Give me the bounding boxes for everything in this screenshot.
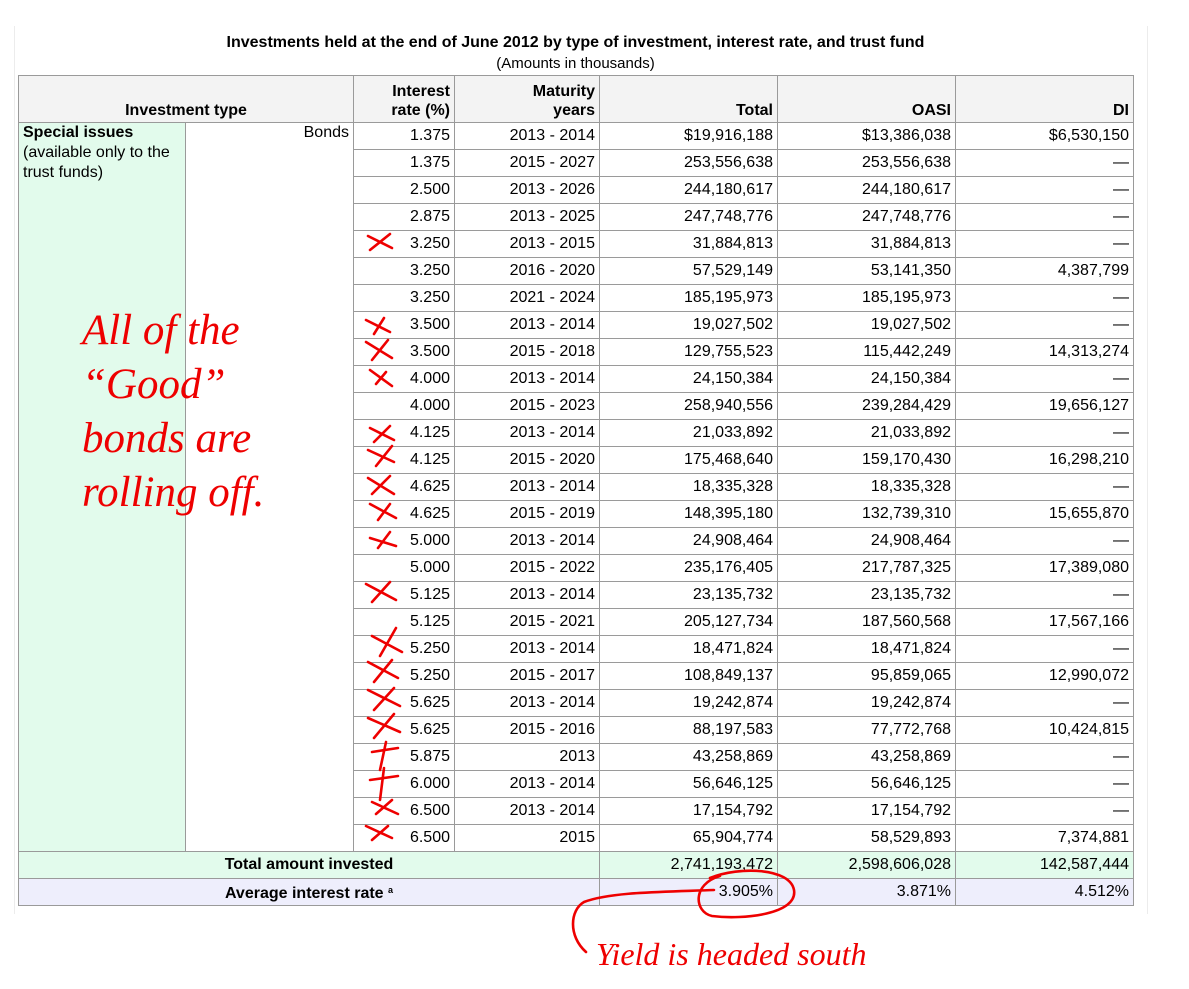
total-cell: 43,258,869 <box>600 744 778 771</box>
di-cell: 4,387,799 <box>956 258 1134 285</box>
maturity-cell: 2015 - 2018 <box>455 339 600 366</box>
maturity-cell: 2013 - 2014 <box>455 636 600 663</box>
interest-rate-cell: 6.500 <box>354 798 455 825</box>
average-total: 3.905% <box>600 879 778 906</box>
maturity-cell: 2015 - 2022 <box>455 555 600 582</box>
header-interest-rate-line2: rate (%) <box>391 102 450 119</box>
maturity-cell: 2013 - 2014 <box>455 798 600 825</box>
di-cell: — <box>956 285 1134 312</box>
maturity-cell: 2013 - 2015 <box>455 231 600 258</box>
di-cell: — <box>956 528 1134 555</box>
interest-rate-cell: 3.250 <box>354 285 455 312</box>
total-cell: 129,755,523 <box>600 339 778 366</box>
table-title: Investments held at the end of June 2012 by type of investment, interest rate, and trust fund <box>226 34 925 51</box>
maturity-cell: 2021 - 2024 <box>455 285 600 312</box>
interest-rate-cell: 4.000 <box>354 366 455 393</box>
maturity-cell: 2013 - 2014 <box>455 366 600 393</box>
total-cell: 18,471,824 <box>600 636 778 663</box>
total-di: 142,587,444 <box>956 852 1134 879</box>
interest-rate-cell: 2.500 <box>354 177 455 204</box>
di-cell: — <box>956 366 1134 393</box>
good-bonds-line: rolling off. <box>82 469 265 516</box>
maturity-cell: 2015 - 2027 <box>455 150 600 177</box>
interest-rate-cell: 3.500 <box>354 339 455 366</box>
total-cell: 19,027,502 <box>600 312 778 339</box>
interest-rate-cell: 4.000 <box>354 393 455 420</box>
total-cell: 185,195,973 <box>600 285 778 312</box>
interest-rate-cell: 5.000 <box>354 555 455 582</box>
oasi-cell: 244,180,617 <box>778 177 956 204</box>
maturity-cell: 2013 - 2014 <box>455 528 600 555</box>
total-cell: 17,154,792 <box>600 798 778 825</box>
total-cell: 57,529,149 <box>600 258 778 285</box>
total-cell: 235,176,405 <box>600 555 778 582</box>
oasi-cell: 53,141,350 <box>778 258 956 285</box>
maturity-cell: 2015 - 2023 <box>455 393 600 420</box>
header-oasi: OASI <box>778 76 956 123</box>
maturity-cell: 2013 - 2026 <box>455 177 600 204</box>
interest-rate-cell: 4.125 <box>354 447 455 474</box>
interest-rate-cell: 5.875 <box>354 744 455 771</box>
interest-rate-cell: 5.625 <box>354 690 455 717</box>
header-maturity-line2: years <box>553 102 595 119</box>
oasi-cell: 77,772,768 <box>778 717 956 744</box>
interest-rate-cell: 6.000 <box>354 771 455 798</box>
oasi-cell: $13,386,038 <box>778 123 956 150</box>
total-cell: 23,135,732 <box>600 582 778 609</box>
header-interest-rate-line1: Interest <box>392 83 450 100</box>
oasi-cell: 185,195,973 <box>778 285 956 312</box>
oasi-cell: 31,884,813 <box>778 231 956 258</box>
oasi-cell: 21,033,892 <box>778 420 956 447</box>
total-cell: 56,646,125 <box>600 771 778 798</box>
good-bonds-line: All of the <box>82 307 240 354</box>
maturity-cell: 2015 - 2019 <box>455 501 600 528</box>
maturity-cell: 2015 - 2020 <box>455 447 600 474</box>
total-cell: $19,916,188 <box>600 123 778 150</box>
interest-rate-cell: 5.625 <box>354 717 455 744</box>
oasi-cell: 132,739,310 <box>778 501 956 528</box>
maturity-cell: 2013 - 2014 <box>455 582 600 609</box>
maturity-cell: 2013 <box>455 744 600 771</box>
interest-rate-cell: 5.000 <box>354 528 455 555</box>
oasi-cell: 253,556,638 <box>778 150 956 177</box>
di-cell: 12,990,072 <box>956 663 1134 690</box>
average-label-cell <box>19 879 600 906</box>
total-cell: 24,150,384 <box>600 366 778 393</box>
total-cell: 205,127,734 <box>600 609 778 636</box>
interest-rate-cell: 2.875 <box>354 204 455 231</box>
maturity-cell: 2013 - 2025 <box>455 204 600 231</box>
di-cell: 17,567,166 <box>956 609 1134 636</box>
interest-rate-cell: 5.125 <box>354 609 455 636</box>
good-bonds-line: “Good” <box>82 361 226 408</box>
interest-rate-cell: 5.250 <box>354 636 455 663</box>
header-interest-rate <box>354 76 455 123</box>
di-cell: — <box>956 474 1134 501</box>
di-cell: — <box>956 744 1134 771</box>
interest-rate-cell: 4.625 <box>354 474 455 501</box>
maturity-cell: 2016 - 2020 <box>455 258 600 285</box>
maturity-cell: 2013 - 2014 <box>455 690 600 717</box>
header-maturity <box>455 76 600 123</box>
special-issues-label: Special issues <box>23 124 134 141</box>
oasi-cell: 24,908,464 <box>778 528 956 555</box>
average-row <box>19 879 1134 906</box>
total-cell: 175,468,640 <box>600 447 778 474</box>
interest-rate-cell: 1.375 <box>354 123 455 150</box>
oasi-cell: 247,748,776 <box>778 204 956 231</box>
average-label: Average interest rate <box>224 885 384 902</box>
yield-annotation: Yield is headed south <box>596 936 867 972</box>
oasi-cell: 239,284,429 <box>778 393 956 420</box>
interest-rate-cell: 4.125 <box>354 420 455 447</box>
oasi-cell: 24,150,384 <box>778 366 956 393</box>
di-cell: 7,374,881 <box>956 825 1134 852</box>
oasi-cell: 19,242,874 <box>778 690 956 717</box>
total-cell: 253,556,638 <box>600 150 778 177</box>
table-row <box>19 123 1134 150</box>
total-cell: 88,197,583 <box>600 717 778 744</box>
di-cell: 14,313,274 <box>956 339 1134 366</box>
maturity-cell: 2013 - 2014 <box>455 474 600 501</box>
di-cell: — <box>956 690 1134 717</box>
table-subtitle: (Amounts in thousands) <box>496 55 655 72</box>
di-cell: 19,656,127 <box>956 393 1134 420</box>
interest-rate-cell: 3.250 <box>354 231 455 258</box>
average-footnote: a <box>388 885 394 895</box>
interest-rate-cell: 5.250 <box>354 663 455 690</box>
average-di: 4.512% <box>956 879 1134 906</box>
maturity-cell: 2013 - 2014 <box>455 123 600 150</box>
total-cell: 247,748,776 <box>600 204 778 231</box>
header-row <box>19 76 1134 123</box>
total-cell: 258,940,556 <box>600 393 778 420</box>
maturity-cell: 2015 - 2016 <box>455 717 600 744</box>
total-cell: 24,908,464 <box>600 528 778 555</box>
di-cell: 10,424,815 <box>956 717 1134 744</box>
oasi-cell: 187,560,568 <box>778 609 956 636</box>
interest-rate-cell: 3.500 <box>354 312 455 339</box>
oasi-cell: 23,135,732 <box>778 582 956 609</box>
maturity-cell: 2015 <box>455 825 600 852</box>
di-cell: 15,655,870 <box>956 501 1134 528</box>
total-row <box>19 852 1134 879</box>
total-label: Total amount invested <box>19 852 600 879</box>
di-cell: — <box>956 312 1134 339</box>
di-cell: — <box>956 798 1134 825</box>
good-bonds-line: bonds are <box>82 415 252 462</box>
di-cell: — <box>956 177 1134 204</box>
header-maturity-line1: Maturity <box>532 83 595 100</box>
special-issues-note: (available only to the trust funds) <box>23 144 170 181</box>
oasi-cell: 18,471,824 <box>778 636 956 663</box>
maturity-cell: 2013 - 2014 <box>455 420 600 447</box>
di-cell: — <box>956 150 1134 177</box>
total-cell: 108,849,137 <box>600 663 778 690</box>
good-bonds-annotation <box>82 304 342 520</box>
oasi-cell: 17,154,792 <box>778 798 956 825</box>
total-cell: 21,033,892 <box>600 420 778 447</box>
di-cell: — <box>956 636 1134 663</box>
total-cell: 31,884,813 <box>600 231 778 258</box>
oasi-cell: 115,442,249 <box>778 339 956 366</box>
header-investment-type: Investment type <box>19 76 354 123</box>
di-cell: — <box>956 420 1134 447</box>
oasi-cell: 18,335,328 <box>778 474 956 501</box>
oasi-cell: 95,859,065 <box>778 663 956 690</box>
oasi-cell: 43,258,869 <box>778 744 956 771</box>
di-cell: 17,389,080 <box>956 555 1134 582</box>
oasi-cell: 19,027,502 <box>778 312 956 339</box>
total-oasi: 2,598,606,028 <box>778 852 956 879</box>
interest-rate-cell: 3.250 <box>354 258 455 285</box>
maturity-cell: 2013 - 2014 <box>455 312 600 339</box>
bonds-label: Bonds <box>303 124 349 141</box>
oasi-cell: 159,170,430 <box>778 447 956 474</box>
di-cell: — <box>956 582 1134 609</box>
maturity-cell: 2015 - 2021 <box>455 609 600 636</box>
total-cell: 148,395,180 <box>600 501 778 528</box>
interest-rate-cell: 4.625 <box>354 501 455 528</box>
total-cell: 19,242,874 <box>600 690 778 717</box>
total-cell: 244,180,617 <box>600 177 778 204</box>
total-cell: 18,335,328 <box>600 474 778 501</box>
maturity-cell: 2013 - 2014 <box>455 771 600 798</box>
maturity-cell: 2015 - 2017 <box>455 663 600 690</box>
di-cell: — <box>956 204 1134 231</box>
average-oasi: 3.871% <box>778 879 956 906</box>
interest-rate-cell: 1.375 <box>354 150 455 177</box>
di-cell: — <box>956 231 1134 258</box>
total-cell: 65,904,774 <box>600 825 778 852</box>
oasi-cell: 56,646,125 <box>778 771 956 798</box>
oasi-cell: 217,787,325 <box>778 555 956 582</box>
di-cell: 16,298,210 <box>956 447 1134 474</box>
di-cell: $6,530,150 <box>956 123 1134 150</box>
oasi-cell: 58,529,893 <box>778 825 956 852</box>
interest-rate-cell: 5.125 <box>354 582 455 609</box>
di-cell: — <box>956 771 1134 798</box>
interest-rate-cell: 6.500 <box>354 825 455 852</box>
header-total: Total <box>600 76 778 123</box>
total-total: 2,741,193,472 <box>600 852 778 879</box>
header-di: DI <box>956 76 1134 123</box>
